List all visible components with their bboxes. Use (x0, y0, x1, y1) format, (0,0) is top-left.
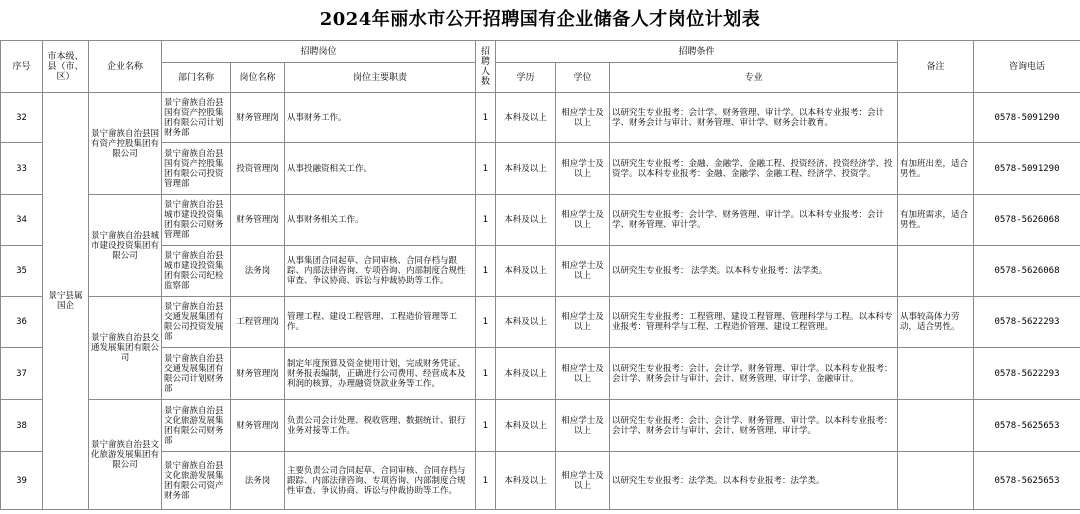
count-cell: 1 (476, 348, 496, 400)
dept-cell: 景宁畲族自治县国有资产控股集团有限公司投资管理部 (162, 143, 231, 195)
note-cell: 从事较高体力劳动，适合男性。 (898, 297, 974, 348)
degree-cell: 相应学士及以上 (556, 195, 610, 246)
dept-cell: 景宁畲族自治县城市建设投资集团有限公司财务管理部 (162, 195, 231, 246)
duty-cell: 从事财务相关工作。 (285, 195, 476, 246)
seq-cell: 36 (1, 297, 43, 348)
count-cell: 1 (476, 400, 496, 452)
header-phone: 咨询电话 (974, 41, 1080, 93)
note-cell (898, 93, 974, 143)
degree-cell: 相应学士及以上 (556, 297, 610, 348)
phone-cell: 0578-5091290 (974, 143, 1080, 195)
count-cell: 1 (476, 246, 496, 297)
post-cell: 工程管理岗 (231, 297, 285, 348)
seq-cell: 35 (1, 246, 43, 297)
phone-cell: 0578-5622293 (974, 348, 1080, 400)
phone-cell: 0578-5625653 (974, 400, 1080, 452)
duty-cell: 负责公司会计处理、税收管理、数据统计、银行业务对接等工作。 (285, 400, 476, 452)
duty-cell: 主要负责公司合同起草、合同审核、合同存档与跟踪、内部法律咨询、专项咨询、内部制度合规性审查、争议协商、诉讼与仲裁协助等工作。 (285, 452, 476, 510)
edu-cell: 本科及以上 (496, 143, 556, 195)
table-row (1, 297, 1080, 348)
dept-cell: 景宁畲族自治县城市建设投资集团有限公司纪检监察部 (162, 246, 231, 297)
major-cell: 以研究生专业报考：会计、会计学、财务管理、审计学。以本科专业报考：会计学、财务会计与审计、会计、财务管理、审计学。 (610, 400, 898, 452)
header-post-group: 招聘岗位 (162, 41, 476, 63)
header-company: 企业名称 (89, 41, 162, 93)
note-cell (898, 348, 974, 400)
seq-cell: 32 (1, 93, 43, 143)
dept-cell: 景宁畲族自治县国有资产控股集团有限公司计划财务部 (162, 93, 231, 143)
post-cell: 财务管理岗 (231, 348, 285, 400)
phone-cell: 0578-5626068 (974, 246, 1080, 297)
degree-cell: 相应学士及以上 (556, 348, 610, 400)
major-cell: 以研究生专业报考：会计学、财务管理、审计学。以本科专业报考：会计学、财务管理、审计学。 (610, 195, 898, 246)
duty-cell: 从事投融资相关工作。 (285, 143, 476, 195)
header-major: 专业 (610, 63, 898, 93)
header-duty: 岗位主要职责 (285, 63, 476, 93)
edu-cell: 本科及以上 (496, 93, 556, 143)
note-cell (898, 400, 974, 452)
dept-cell: 景宁畲族自治县文化旅游发展集团有限公司资产财务部 (162, 452, 231, 510)
post-cell: 投资管理岗 (231, 143, 285, 195)
post-cell: 法务岗 (231, 452, 285, 510)
recruitment-table (0, 40, 1080, 510)
edu-cell: 本科及以上 (496, 297, 556, 348)
edu-cell: 本科及以上 (496, 400, 556, 452)
table-row (1, 452, 1080, 510)
post-cell: 财务管理岗 (231, 400, 285, 452)
post-cell: 财务管理岗 (231, 195, 285, 246)
table-row (1, 246, 1080, 297)
header-seq: 序号 (1, 41, 43, 93)
degree-cell: 相应学士及以上 (556, 246, 610, 297)
seq-cell: 37 (1, 348, 43, 400)
duty-cell: 从事集团合同起草、合同审核、合同存档与跟踪、内部法律咨询、专项咨询、内部制度合规性审查、争议协商、诉讼与仲裁协助等工作。 (285, 246, 476, 297)
company-cell: 景宁畲族自治县交通发展集团有限公司 (89, 297, 162, 400)
degree-cell: 相应学士及以上 (556, 143, 610, 195)
note-cell: 有加班需求，适合男性。 (898, 195, 974, 246)
degree-cell: 相应学士及以上 (556, 93, 610, 143)
company-cell: 景宁畲族自治县文化旅游发展集团有限公司 (89, 400, 162, 510)
post-cell: 财务管理岗 (231, 93, 285, 143)
count-cell: 1 (476, 143, 496, 195)
seq-cell: 39 (1, 452, 43, 510)
degree-cell: 相应学士及以上 (556, 452, 610, 510)
phone-cell: 0578-5625653 (974, 452, 1080, 510)
level-cell: 景宁县属国企 (43, 93, 89, 510)
edu-cell: 本科及以上 (496, 195, 556, 246)
seq-cell: 33 (1, 143, 43, 195)
company-cell: 景宁畲族自治县国有资产控股集团有限公司 (89, 93, 162, 195)
header-level: 市本级、县（市、区） (43, 41, 89, 93)
phone-cell: 0578-5622293 (974, 297, 1080, 348)
note-cell (898, 246, 974, 297)
duty-cell: 制定年度预算及资金使用计划，完成财务凭证、财务报表编制，正确进行公司费用、经营成本及利润的核算，办理融资贷款业务等工作。 (285, 348, 476, 400)
duty-cell: 从事财务工作。 (285, 93, 476, 143)
seq-cell: 34 (1, 195, 43, 246)
count-cell: 1 (476, 195, 496, 246)
major-cell: 以研究生专业报考：工程管理、建设工程管理、管理科学与工程。以本科专业报考：管理科学与工程、工程造价管理、建设工程管理。 (610, 297, 898, 348)
major-cell: 以研究生专业报考： 法学类。以本科专业报考：法学类。 (610, 246, 898, 297)
table-row (1, 143, 1080, 195)
dept-cell: 景宁畲族自治县文化旅游发展集团有限公司财务部 (162, 400, 231, 452)
count-cell: 1 (476, 297, 496, 348)
page-title: 2024年丽水市公开招聘国有企业储备人才岗位计划表 (319, 9, 761, 30)
header-degree: 学位 (556, 63, 610, 93)
header-post: 岗位名称 (231, 63, 285, 93)
header-edu: 学历 (496, 63, 556, 93)
major-cell: 以研究生专业报考：会计学、财务管理、审计学。以本科专业报考：会计学、财务会计与审计、财务管理、审计学、财务会计教育。 (610, 93, 898, 143)
header-dept: 部门名称 (162, 63, 231, 93)
edu-cell: 本科及以上 (496, 246, 556, 297)
major-cell: 以研究生专业报考：法学类。以本科专业报考：法学类。 (610, 452, 898, 510)
count-cell: 1 (476, 452, 496, 510)
table-row (1, 93, 1080, 143)
count-cell: 1 (476, 93, 496, 143)
note-cell (898, 452, 974, 510)
phone-cell: 0578-5091290 (974, 93, 1080, 143)
duty-cell: 管理工程、建设工程管理、工程造价管理等工作。 (285, 297, 476, 348)
note-cell: 有加班出差，适合男性。 (898, 143, 974, 195)
edu-cell: 本科及以上 (496, 348, 556, 400)
header-count: 招聘人数 (476, 41, 496, 93)
degree-cell: 相应学士及以上 (556, 400, 610, 452)
phone-cell: 0578-5626068 (974, 195, 1080, 246)
table-row (1, 400, 1080, 452)
table-row (1, 195, 1080, 246)
post-cell: 法务岗 (231, 246, 285, 297)
major-cell: 以研究生专业报考：会计、会计学、财务管理、审计学。以本科专业报考：会计学、财务会计与审计、会计、财务管理、审计学、金融审计。 (610, 348, 898, 400)
header-note: 备注 (898, 41, 974, 93)
dept-cell: 景宁畲族自治县交通发展集团有限公司计划财务部 (162, 348, 231, 400)
major-cell: 以研究生专业报考：金融、金融学、金融工程、投资经济、投资经济学、投资学。以本科专业报考：金融、金融学、金融工程、经济学、投资学。 (610, 143, 898, 195)
edu-cell: 本科及以上 (496, 452, 556, 510)
table-row (1, 348, 1080, 400)
header-cond-group: 招聘条件 (496, 41, 898, 63)
seq-cell: 38 (1, 400, 43, 452)
company-cell: 景宁畲族自治县城市建设投资集团有限公司 (89, 195, 162, 297)
dept-cell: 景宁畲族自治县交通发展集团有限公司投资发展部 (162, 297, 231, 348)
